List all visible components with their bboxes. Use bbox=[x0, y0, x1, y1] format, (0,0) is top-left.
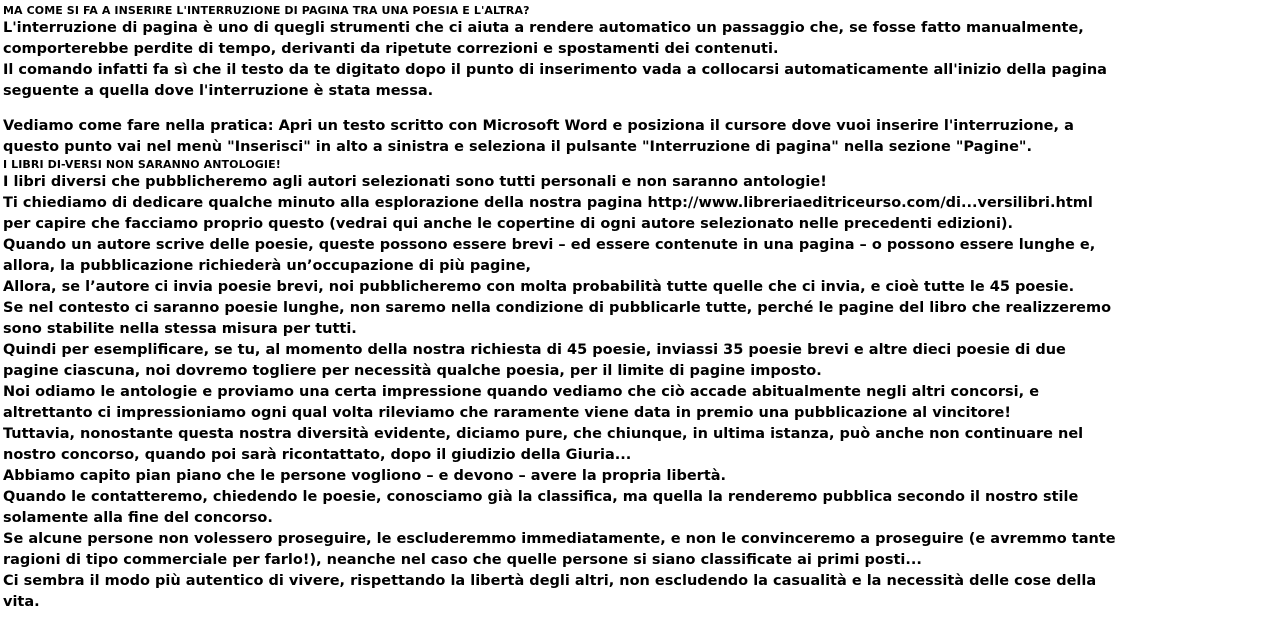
text-line: sono stabilite nella stessa misura per tutti. bbox=[3, 321, 357, 337]
text-line: altrettanto ci impressioniamo ogni qual volta rileviamo che raramente viene data in premio una pubblicazione al vincitore! bbox=[3, 405, 1011, 421]
text-line: comporterebbe perdite di tempo, derivanti da ripetute correzioni e spostamenti dei contenuti. bbox=[3, 41, 779, 57]
text-line: Vediamo come fare nella pratica: Apri un testo scritto con Microsoft Word e posiziona il cursore dove vuoi inserire l'interruzione, a bbox=[3, 118, 1074, 134]
text-line: Se nel contesto ci saranno poesie lunghe, non saremo nella condizione di pubblicarle tutte, perché le pagine del libro che realizzeremo bbox=[3, 300, 1112, 316]
text-line: nostro concorso, quando poi sarà ricontattato, dopo il giudizio della Giuria... bbox=[3, 447, 632, 463]
text-line: allora, la pubblicazione richiederà un’occupazione di più pagine, bbox=[3, 258, 532, 274]
text-line: Se alcune persone non volessero proseguire, le escluderemmo immediatamente, e non le convinceremo a proseguire (e avremmo tante bbox=[3, 531, 1116, 547]
text-line: Quando un autore scrive delle poesie, queste possono essere brevi – ed essere contenute in una pagina – o possono essere lunghe e, bbox=[3, 237, 1096, 253]
text-line: per capire che facciamo proprio questo (vedrai qui anche le copertine di ogni autore selezionato nelle precedenti edizioni). bbox=[3, 216, 1014, 232]
text-line: ragioni di tipo commerciale per farlo!), neanche nel caso che quelle persone si siano classificate ai primi posti... bbox=[3, 552, 922, 568]
text-line: solamente alla fine del concorso. bbox=[3, 510, 273, 526]
text-line: seguente a quella dove l'interruzione è stata messa. bbox=[3, 83, 434, 99]
text-line: Ti chiediamo di dedicare qualche minuto alla esplorazione della nostra pagina http://www.libreriaeditriceurso.com/di...versilibri.html bbox=[3, 195, 1093, 211]
text-line: L'interruzione di pagina è uno di quegli strumenti che ci aiuta a rendere automatico un passaggio che, se fosse fatto manualmente, bbox=[3, 20, 1084, 36]
paragraph-spacer bbox=[3, 102, 1265, 116]
text-line: pagine ciascuna, noi dovremo togliere per necessità qualche poesia, per il limite di pagine imposto. bbox=[3, 363, 822, 379]
section-heading-no-anthologies: I LIBRI DI-VERSI NON SARANNO ANTOLOGIE! bbox=[3, 158, 281, 171]
paragraph-page-break-howto bbox=[3, 116, 1265, 158]
paragraph-no-anthologies bbox=[3, 172, 1265, 613]
text-line: Abbiamo capito pian piano che le persone vogliono – e devono – avere la propria libertà. bbox=[3, 468, 727, 484]
text-line: Il comando infatti fa sì che il testo da te digitato dopo il punto di inserimento vada a collocarsi automaticamente all'inizio della pagina bbox=[3, 62, 1107, 78]
text-line: Noi odiamo le antologie e proviamo una certa impressione quando vediamo che ciò accade abitualmente negli altri concorsi, e bbox=[3, 384, 1040, 400]
section-heading-page-break: MA COME SI FA A INSERIRE L'INTERRUZIONE DI PAGINA TRA UNA POESIA E L'ALTRA? bbox=[3, 4, 530, 17]
document-page bbox=[3, 0, 1265, 613]
text-line: Quando le contatteremo, chiedendo le poesie, conosciamo già la classifica, ma quella la renderemo pubblica secondo il nostro stile bbox=[3, 489, 1079, 505]
text-line: Ci sembra il modo più autentico di vivere, rispettando la libertà degli altri, non escludendo la casualità e la necessità delle cose della bbox=[3, 573, 1097, 589]
text-line: vita. bbox=[3, 594, 40, 610]
text-line: Allora, se l’autore ci invia poesie brevi, noi pubblicheremo con molta probabilità tutte quelle che ci invia, e cioè tutte le 45 poesie. bbox=[3, 279, 1075, 295]
text-line: questo punto vai nel menù "Inserisci" in alto a sinistra e seleziona il pulsante "Interruzione di pagina" nella sezione "Pagine". bbox=[3, 139, 1032, 155]
text-line: Quindi per esemplificare, se tu, al momento della nostra richiesta di 45 poesie, inviassi 35 poesie brevi e altre dieci poesie di due bbox=[3, 342, 1066, 358]
text-line: I libri diversi che pubblicheremo agli autori selezionati sono tutti personali e non saranno antologie! bbox=[3, 174, 827, 190]
paragraph-page-break-intro bbox=[3, 18, 1265, 102]
text-line: Tuttavia, nonostante questa nostra diversità evidente, diciamo pure, che chiunque, in ultima istanza, può anche non continuare nel bbox=[3, 426, 1084, 442]
